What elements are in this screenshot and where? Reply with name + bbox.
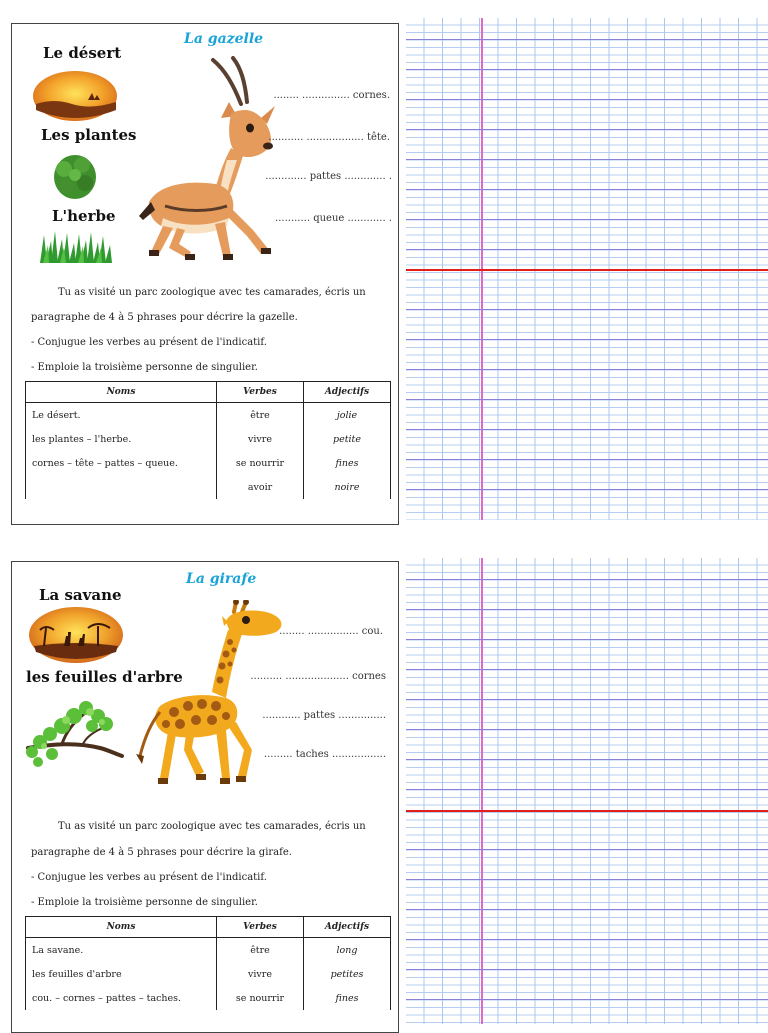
fill-blank-line[interactable]: ............ pattes ............... <box>262 710 386 721</box>
paper-bold-line <box>406 189 768 190</box>
table-cell: noire <box>304 475 391 499</box>
paper-bold-line <box>406 39 768 40</box>
table-cell: les plantes – l'herbe. <box>26 427 217 451</box>
paper-bold-line <box>406 909 768 910</box>
fill-blank-line[interactable]: ......... taches ................. <box>263 749 386 760</box>
paper-bold-line <box>406 699 768 700</box>
table-cell: vivre <box>217 427 304 451</box>
paper-bold-line <box>406 669 768 670</box>
table-cell: se nourrir <box>217 986 304 1010</box>
paper-bold-line <box>406 69 768 70</box>
table-header: Verbes <box>217 917 304 938</box>
table-cell: petite <box>304 427 391 451</box>
fill-blank-line[interactable]: ........... queue ............ . <box>275 213 392 224</box>
word-table <box>25 916 391 1010</box>
paper-red-line <box>406 810 768 812</box>
table-cell: cornes – tête – pattes – queue. <box>26 451 217 475</box>
habitat-label: L'herbe <box>52 207 116 225</box>
paper-bold-line <box>406 129 768 130</box>
table-header: Noms <box>26 917 217 938</box>
table-row <box>26 427 391 451</box>
table-cell: fines <box>304 451 391 475</box>
instruction-text: Tu as visité un parc zoologique avec tes camarades, écris un <box>58 821 366 832</box>
instruction-text: - Emploie la troisième personne de singulier. <box>31 362 258 373</box>
habitat-label: La savane <box>39 586 122 604</box>
table-row <box>26 475 391 499</box>
table-cell: avoir <box>217 475 304 499</box>
table-row <box>26 451 391 475</box>
worksheet-giraffe <box>11 561 399 1033</box>
grass-image <box>40 231 112 263</box>
instruction-text: - Emploie la troisième personne de singulier. <box>31 897 258 908</box>
instruction-text: paragraphe de 4 à 5 phrases pour décrire la gazelle. <box>31 312 298 323</box>
table-cell: être <box>217 403 304 428</box>
table-cell: jolie <box>304 403 391 428</box>
table-cell: vivre <box>217 962 304 986</box>
table-cell: Le désert. <box>26 403 217 428</box>
paper-bold-line <box>406 369 768 370</box>
worksheet-title: La girafe <box>186 571 257 587</box>
fill-blank-line[interactable]: ........ ................ cou. <box>279 626 383 637</box>
habitat-label: Le désert <box>43 44 122 62</box>
table-cell: fines <box>304 986 391 1010</box>
instruction-text: - Conjugue les verbes au présent de l'indicatif. <box>31 337 267 348</box>
table-cell: se nourrir <box>217 451 304 475</box>
table-header: Adjectifs <box>304 917 391 938</box>
paper-bold-line <box>406 849 768 850</box>
worksheet-gazelle <box>11 23 399 525</box>
desert-image <box>32 70 118 122</box>
paper-bold-line <box>406 429 768 430</box>
table-row <box>26 986 391 1010</box>
paper-red-line <box>406 269 768 271</box>
fill-blank-line[interactable]: ........ ............... cornes. <box>273 90 390 101</box>
paper-bold-line <box>406 99 768 100</box>
paper-bold-line <box>406 639 768 640</box>
word-table <box>25 381 391 499</box>
fill-blank-line[interactable]: .......... .................... cornes <box>250 671 386 682</box>
paper-bold-line <box>406 159 768 160</box>
paper-bold-line <box>406 729 768 730</box>
table-header: Verbes <box>217 382 304 403</box>
table-header: Adjectifs <box>304 382 391 403</box>
paper-bold-line <box>406 309 768 310</box>
paper-bold-line <box>406 339 768 340</box>
table-cell: La savane. <box>26 938 217 963</box>
table-row <box>26 938 391 963</box>
paper-bold-line <box>406 759 768 760</box>
worksheet-title: La gazelle <box>184 31 264 47</box>
table-cell: long <box>304 938 391 963</box>
paper-bold-line <box>406 489 768 490</box>
table-row <box>26 403 391 428</box>
paper-bold-line <box>406 459 768 460</box>
savanna-image <box>28 606 124 664</box>
plant-image <box>52 153 98 203</box>
paper-bold-line <box>406 579 768 580</box>
paper-bold-line <box>406 219 768 220</box>
ruled-paper-top <box>406 18 768 520</box>
paper-bold-line <box>406 999 768 1000</box>
habitat-label: les feuilles d'arbre <box>26 668 183 686</box>
fill-blank-line[interactable]: ........... .................. tête. <box>268 132 390 143</box>
table-cell: être <box>217 938 304 963</box>
fill-blank-line[interactable]: ............. pattes ............. . <box>265 171 392 182</box>
paper-margin-line <box>481 558 483 1024</box>
table-cell: petites <box>304 962 391 986</box>
paper-bold-line <box>406 969 768 970</box>
instruction-text: paragraphe de 4 à 5 phrases pour décrire la girafe. <box>31 847 292 858</box>
instruction-text: Tu as visité un parc zoologique avec tes camarades, écris un <box>58 287 366 298</box>
table-header: Noms <box>26 382 217 403</box>
table-cell: les feuilles d'arbre <box>26 962 217 986</box>
gazelle-illustration <box>129 56 279 262</box>
paper-bold-line <box>406 939 768 940</box>
paper-bold-line <box>406 249 768 250</box>
paper-bold-line <box>406 879 768 880</box>
habitat-label: Les plantes <box>41 126 137 144</box>
instruction-text: - Conjugue les verbes au présent de l'indicatif. <box>31 872 267 883</box>
paper-bold-line <box>406 609 768 610</box>
tree-branch-image <box>22 696 124 772</box>
ruled-paper-bottom <box>406 558 768 1024</box>
table-cell: cou. – cornes – pattes – taches. <box>26 986 217 1010</box>
giraffe-illustration <box>130 600 282 794</box>
paper-bold-line <box>406 399 768 400</box>
table-cell <box>26 475 217 499</box>
paper-bold-line <box>406 789 768 790</box>
table-row <box>26 962 391 986</box>
